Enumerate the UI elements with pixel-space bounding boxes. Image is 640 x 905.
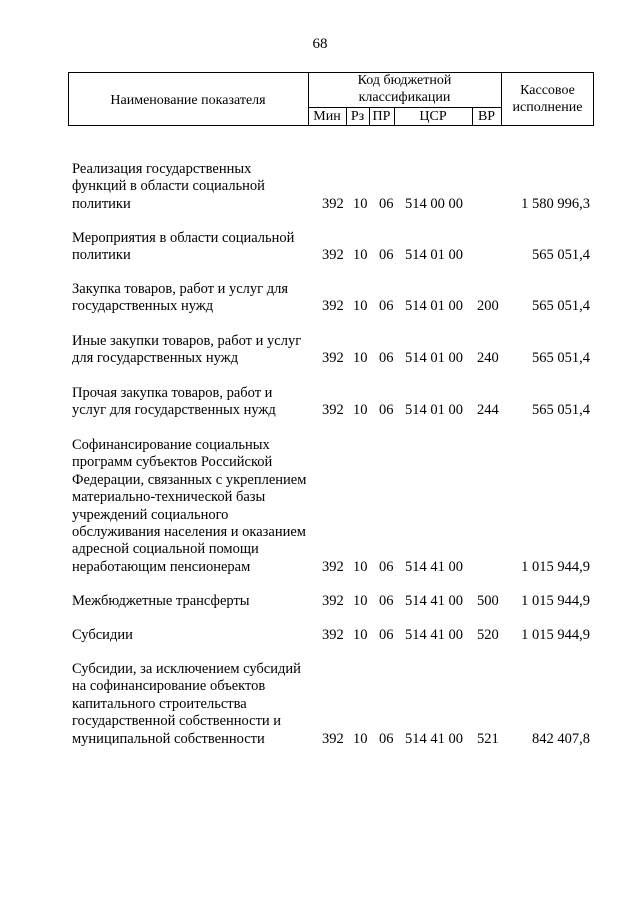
row-name-line: Федерации, связанных с укреплением	[72, 471, 307, 488]
row-name-line: политики	[72, 247, 131, 264]
header-col-pr: ПР	[372, 109, 391, 124]
cell-min: 392	[322, 195, 344, 212]
row-name	[72, 627, 322, 644]
row-name-line: учреждений социального	[72, 506, 229, 523]
row-name-line: государственных нужд	[72, 298, 214, 315]
header-bottom-rule	[68, 125, 594, 126]
cell-csr: 514 41 00	[405, 593, 463, 609]
row-name-line: Мероприятия в области социальной	[72, 230, 295, 246]
header-col-vr: ВР	[477, 109, 496, 124]
header-col-min: Мин	[313, 109, 341, 124]
row-name-line: услуг для государственных нужд	[72, 402, 276, 419]
row-name-line: Субсидии, за исключением субсидий	[72, 661, 301, 677]
cell-min: 392	[322, 730, 344, 747]
cell-pr: 06	[379, 350, 394, 367]
cell-pr: 06	[379, 593, 394, 609]
cell-amount: 565 051,4	[532, 298, 590, 315]
cell-pr: 06	[379, 298, 394, 315]
cell-csr: 514 00 00	[405, 195, 463, 212]
row-name-line: для государственных нужд	[72, 350, 239, 367]
row-name	[72, 593, 322, 610]
row-name-line: функций в области социальной	[72, 178, 265, 195]
table-header	[68, 72, 594, 128]
row-name-line: Реализация государственных	[72, 161, 252, 177]
cell-vr: 521	[477, 730, 499, 747]
cell-rz: 10	[353, 247, 368, 264]
header-amount-label-1: Кассовое	[520, 83, 575, 98]
cell-vr: 200	[477, 298, 499, 315]
cell-vr: 520	[477, 627, 499, 643]
row-name-line: Софинансирование социальных	[72, 437, 270, 453]
row-name	[72, 333, 322, 368]
cell-amount: 1 015 944,9	[521, 593, 590, 609]
row-name-line: государственной собственности и	[72, 713, 282, 730]
cell-vr: 240	[477, 350, 499, 367]
cell-amount: 1 015 944,9	[521, 558, 590, 575]
cell-pr: 06	[379, 195, 394, 212]
row-name-line: муниципальной собственности	[72, 730, 265, 747]
row-name-line: Прочая закупка товаров, работ и	[72, 385, 273, 401]
cell-pr: 06	[379, 402, 394, 419]
header-col-csr: ЦСР	[419, 109, 447, 124]
row-name-line: капитального строительства	[72, 695, 247, 712]
row-name-line: Межбюджетные трансферты	[72, 593, 250, 609]
row-name-line: материально-технической базы	[72, 489, 266, 506]
header-col-rz: Рз	[350, 109, 365, 124]
header-code-label-2: классификации	[358, 90, 451, 105]
cell-csr: 514 01 00	[405, 298, 463, 315]
cell-amount: 1 580 996,3	[521, 195, 590, 212]
cell-min: 392	[322, 627, 344, 643]
cell-rz: 10	[353, 627, 368, 643]
cell-rz: 10	[353, 350, 368, 367]
cell-amount: 565 051,4	[532, 247, 590, 264]
row-name	[72, 161, 322, 213]
row-name	[72, 230, 322, 265]
row-name-line: Иные закупки товаров, работ и услуг	[72, 333, 302, 349]
page-number: 68	[312, 36, 328, 52]
cell-min: 392	[322, 593, 344, 609]
cell-min: 392	[322, 558, 344, 575]
row-name-line: программ субъектов Российской	[72, 454, 273, 471]
row-name	[72, 385, 322, 420]
row-name	[72, 437, 322, 576]
row-name-line: политики	[72, 195, 131, 212]
cell-csr: 514 41 00	[405, 730, 463, 747]
cell-amount: 565 051,4	[532, 350, 590, 367]
cell-min: 392	[322, 298, 344, 315]
cell-rz: 10	[353, 298, 368, 315]
cell-csr: 514 01 00	[405, 402, 463, 419]
cell-rz: 10	[353, 730, 368, 747]
cell-pr: 06	[379, 247, 394, 264]
header-code-label-1: Код бюджетной	[357, 73, 452, 88]
cell-csr: 514 41 00	[405, 558, 463, 575]
cell-min: 392	[322, 350, 344, 367]
cell-amount: 1 015 944,9	[521, 627, 590, 643]
row-name	[72, 281, 322, 316]
cell-csr: 514 01 00	[405, 247, 463, 264]
row-name-line: Субсидии	[72, 627, 133, 643]
cell-pr: 06	[379, 627, 394, 643]
header-amount-label-2: исполнение	[512, 100, 583, 115]
cell-rz: 10	[353, 593, 368, 609]
cell-pr: 06	[379, 558, 394, 575]
cell-amount: 842 407,8	[532, 730, 590, 747]
cell-rz: 10	[353, 402, 368, 419]
cell-rz: 10	[353, 558, 368, 575]
row-name-line: неработающим пенсионерам	[72, 558, 251, 575]
cell-csr: 514 01 00	[405, 350, 463, 367]
row-name	[72, 661, 322, 748]
row-name-line: Закупка товаров, работ и услуг для	[72, 281, 289, 297]
cell-csr: 514 41 00	[405, 627, 463, 643]
row-name-line: обслуживания населения и оказанием	[72, 524, 306, 541]
row-name-line: на софинансирование объектов	[72, 678, 266, 695]
cell-vr: 244	[477, 402, 499, 419]
cell-rz: 10	[353, 195, 368, 212]
cell-pr: 06	[379, 730, 394, 747]
cell-amount: 565 051,4	[532, 402, 590, 419]
header-name-label: Наименование показателя	[110, 93, 266, 108]
cell-min: 392	[322, 247, 344, 264]
cell-min: 392	[322, 402, 344, 419]
row-name-line: адресной социальной помощи	[72, 541, 259, 558]
cell-vr: 500	[477, 593, 499, 609]
